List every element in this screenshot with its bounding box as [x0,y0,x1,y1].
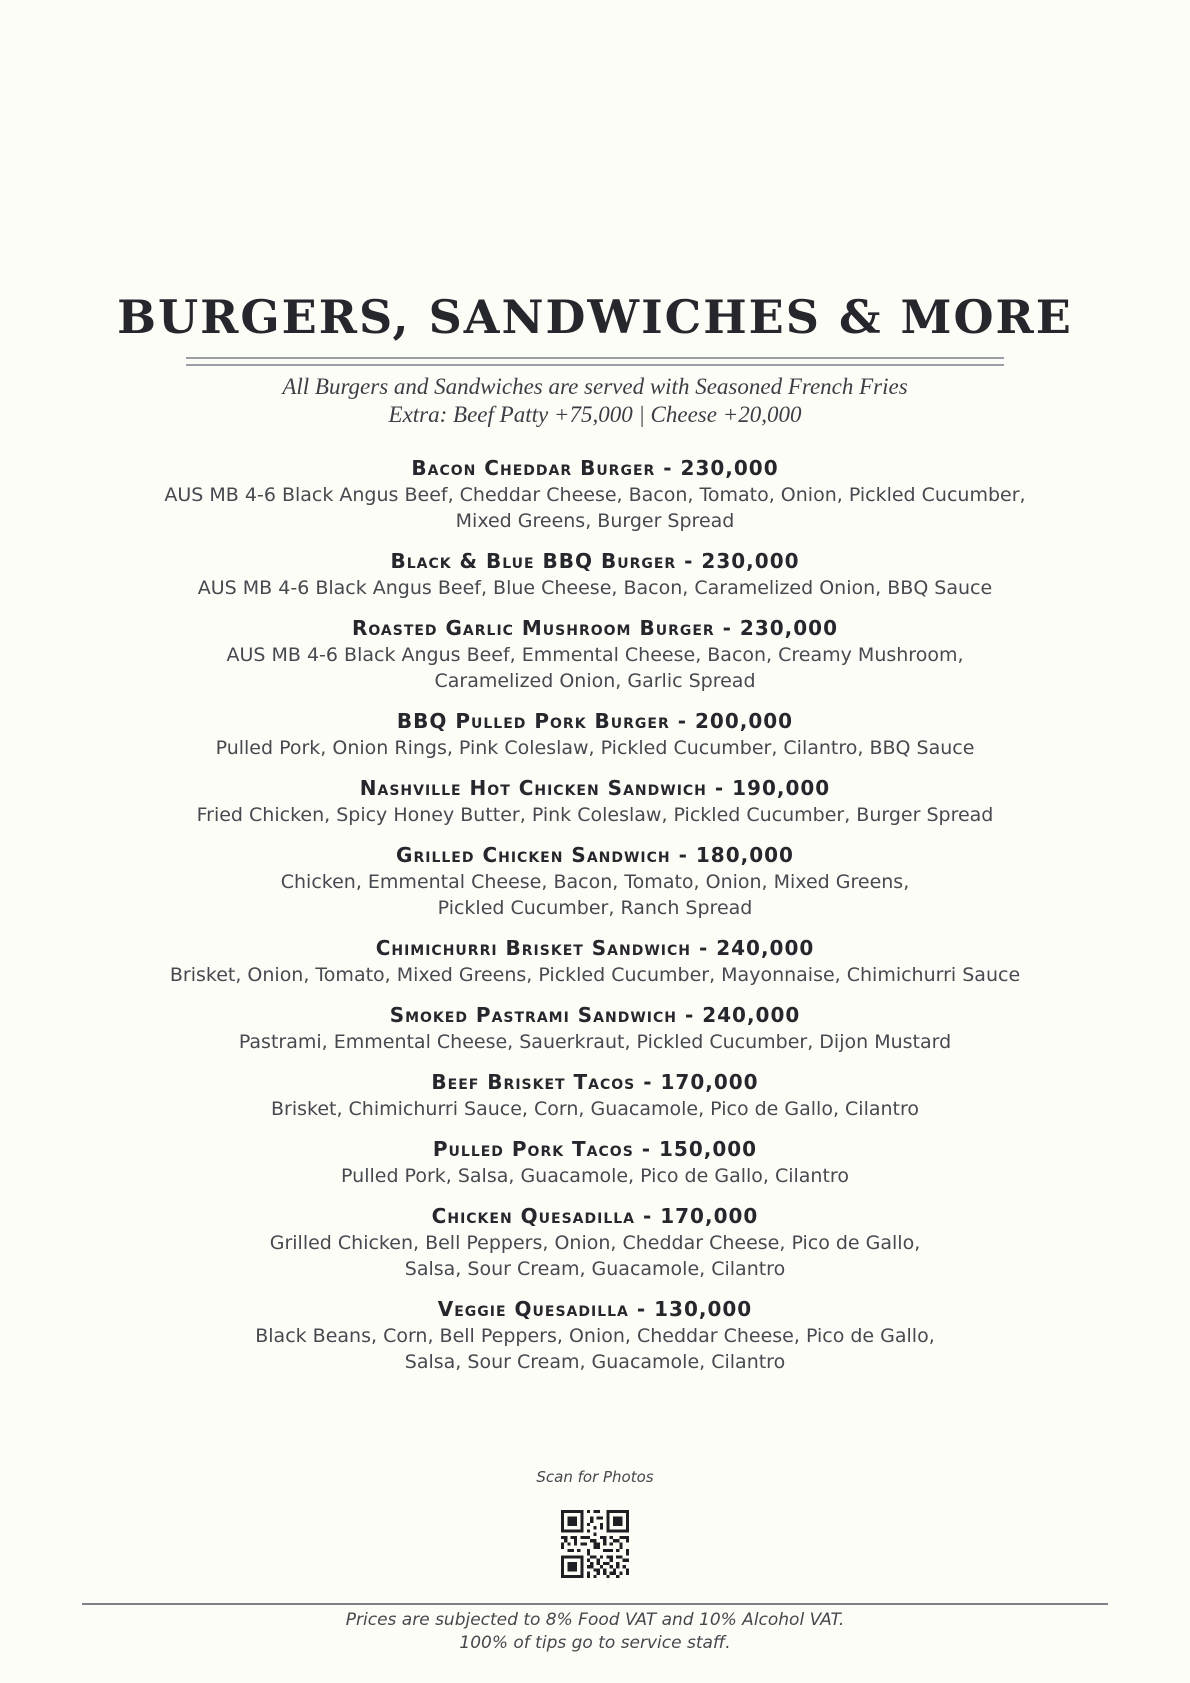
menu-item [130,1203,1060,1282]
menu-item-description: Black Beans, Corn, Bell Peppers, Onion, Cheddar Cheese, Pico de Gallo, Salsa, Sour Cream, Guacamole, Cilantro [255,1325,935,1373]
menu-item-name: Chicken Quesadilla - 170,000 [431,1204,759,1228]
subtitle-line-2: Extra: Beef Patty +75,000 | Cheese +20,000 [388,402,802,427]
menu-item [130,842,1060,921]
menu-item-name: Bacon Cheddar Burger - 230,000 [411,456,779,480]
footer-divider [82,1603,1108,1605]
footer-line-2: 100% of tips go to service staff. [459,1633,731,1653]
page-title: BURGERS, SANDWICHES & MORE [117,290,1073,344]
menu-item [130,1069,1060,1122]
menu-item-name: Nashville Hot Chicken Sandwich - 190,000 [359,776,831,800]
menu-item-name: Pulled Pork Tacos - 150,000 [432,1137,758,1161]
menu-item-name: Black & Blue BBQ Burger - 230,000 [390,549,800,573]
menu-item-name: Roasted Garlic Mushroom Burger - 230,000 [351,616,839,640]
title-divider [186,357,1004,366]
menu-item [130,615,1060,694]
menu-item-description: Brisket, Onion, Tomato, Mixed Greens, Pickled Cucumber, Mayonnaise, Chimichurri Sauce [169,964,1021,986]
menu-item [130,708,1060,761]
menu-item [130,1002,1060,1055]
menu-item-name: Grilled Chicken Sandwich - 180,000 [396,843,794,867]
menu-item-description: AUS MB 4-6 Black Angus Beef, Blue Cheese, Bacon, Caramelized Onion, BBQ Sauce [197,577,993,599]
menu-item-description: AUS MB 4-6 Black Angus Beef, Cheddar Cheese, Bacon, Tomato, Onion, Pickled Cucumber, Mixed Greens, Burger Spread [164,484,1026,532]
menu-item-description: Pastrami, Emmental Cheese, Sauerkraut, Pickled Cucumber, Dijon Mustard [238,1031,952,1053]
menu-item-name: Smoked Pastrami Sandwich - 240,000 [389,1003,801,1027]
scan-label: Scan for Photos [536,1468,654,1486]
menu-item-name: Veggie Quesadilla - 130,000 [437,1297,753,1321]
menu-item [130,935,1060,988]
menu-item-description: Chicken, Emmental Cheese, Bacon, Tomato, Onion, Mixed Greens, Pickled Cucumber, Ranch Spread [280,871,910,919]
menu-item-description: Pulled Pork, Salsa, Guacamole, Pico de Gallo, Cilantro [341,1165,849,1187]
subtitle-line-1: All Burgers and Sandwiches are served with Seasoned French Fries [282,374,908,399]
menu-item-name: Beef Brisket Tacos - 170,000 [431,1070,759,1094]
menu-items-list [130,455,1060,1389]
menu-item-description: Brisket, Chimichurri Sauce, Corn, Guacamole, Pico de Gallo, Cilantro [270,1098,920,1120]
menu-item [130,1296,1060,1375]
menu-item-name: BBQ Pulled Pork Burger - 200,000 [396,709,794,733]
menu-subtitle [0,373,1190,429]
qr-code-icon[interactable] [561,1510,629,1578]
menu-item-description: Pulled Pork, Onion Rings, Pink Coleslaw, Pickled Cucumber, Cilantro, BBQ Sauce [215,737,975,759]
menu-item [130,775,1060,828]
menu-item-description: Fried Chicken, Spicy Honey Butter, Pink Coleslaw, Pickled Cucumber, Burger Spread [196,804,994,826]
menu-item [130,1136,1060,1189]
menu-item-description: Grilled Chicken, Bell Peppers, Onion, Cheddar Cheese, Pico de Gallo, Salsa, Sour Cream, Guacamole, Cilantro [269,1232,921,1280]
menu-item-description: AUS MB 4-6 Black Angus Beef, Emmental Cheese, Bacon, Creamy Mushroom, Caramelized Onion, Garlic Spread [226,644,964,692]
menu-item [130,455,1060,534]
menu-item [130,548,1060,601]
footer-line-1: Prices are subjected to 8% Food VAT and 10% Alcohol VAT. [345,1610,845,1630]
footer-note [0,1609,1190,1655]
menu-item-name: Chimichurri Brisket Sandwich - 240,000 [375,936,815,960]
